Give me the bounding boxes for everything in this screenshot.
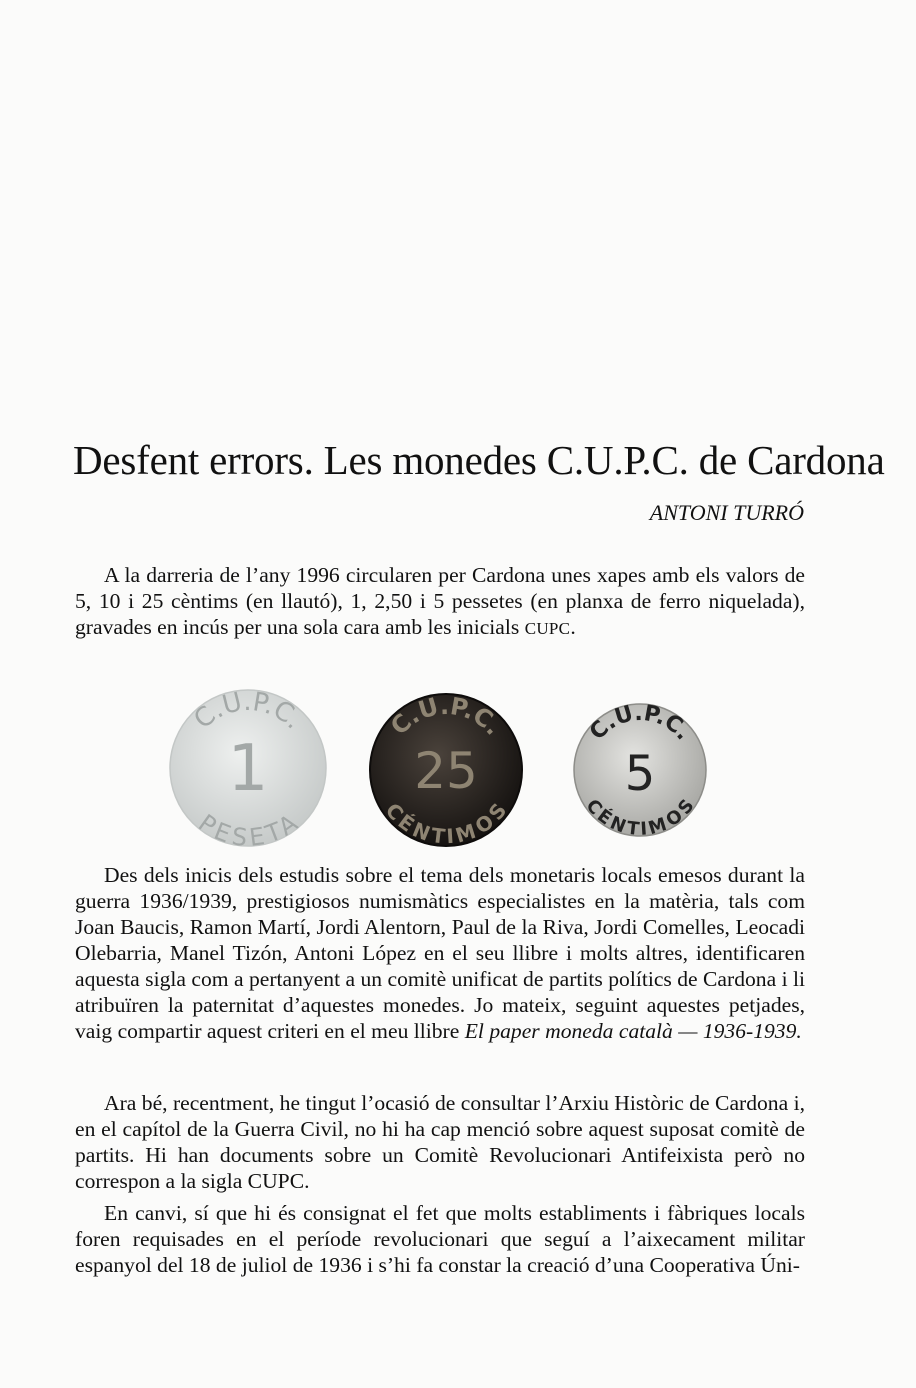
coin-1-bottom-text: PESETA (193, 808, 303, 848)
paragraph-history (75, 862, 805, 1044)
paragraph-intro-text: A la darreria de l’any 1996 circularen per Cardona unes xapes amb els valors de 5, 10 i 25 cèntims (en llautó), 1, 2,50 i 5 pessetes (en planxa de ferro niquelada), gravades en incús per una sola cara amb les inicials (75, 563, 805, 639)
coin-1-value: 1 (227, 732, 269, 806)
paragraph-intro (75, 562, 805, 642)
book-title: El paper moneda català — 1936-1939. (464, 1019, 802, 1043)
coin-2-top-text: C.U.P.C. (385, 691, 508, 741)
coins-figure (168, 688, 728, 848)
coin-1-peseta (170, 688, 326, 848)
coin-3-top-text: C.U.P.C. (585, 700, 696, 746)
cupc-smallcaps: CUPC (524, 619, 571, 638)
coin-3-value: 5 (624, 746, 656, 802)
article-title: Desfent errors. Les monedes C.U.P.C. de Cardona (73, 437, 885, 483)
paragraph-intro-end: . (570, 615, 576, 639)
coin-25-centimos (370, 692, 522, 848)
paragraph-archive: Ara bé, recentment, he tingut l’ocasió de consultar l’Arxiu Històric de Cardona i, en el capítol de la Guerra Civil, no hi ha cap menció sobre aquest suposat comitè de partits. Hi han documents sobre un Comitè Revolucionari Antifeixista però no correspon a la sigla CUPC. (75, 1091, 805, 1193)
paragraph-cooperative: En canvi, sí que hi és consignat el fet que molts establiments i fàbriques locals foren requisades en el període revolucionari que seguí a l’aixecament militar espanyol del 18 de juliol de 1936 i s’hi fa constar la creació d’una Cooperativa Úni- (75, 1201, 805, 1277)
coin-1-top-text: C.U.P.C. (188, 688, 309, 736)
coin-2-value: 25 (414, 742, 478, 800)
coin-2-bottom-text: CÉNTIMOS (380, 798, 512, 848)
coin-3-bottom-text: CÉNTIMOS (581, 795, 699, 841)
coin-5-centimos (574, 701, 706, 840)
paragraph-history-text: Des dels inicis dels estudis sobre el tema dels monetaris locals emesos durant la guerra 1936/1939, prestigiosos numismàtics especialistes en la matèria, tals com Joan Baucis, Ramon Martí, Jordi Alentorn, Paul de la Riva, Jordi Comelles, Leocadi Olebarria, Manel Tizón, Antoni López en el seu llibre i molts altres, identificaren aquesta sigla com a pertanyent a un comitè unificat de partits polítics de Cardona i li atribuïren la paternitat d’aquestes monedes. Jo mateix, seguint aquestes petjades, vaig compartir aquest criteri en el meu llibre (75, 863, 805, 1043)
article-author: ANTONI TURRÓ (649, 500, 804, 525)
